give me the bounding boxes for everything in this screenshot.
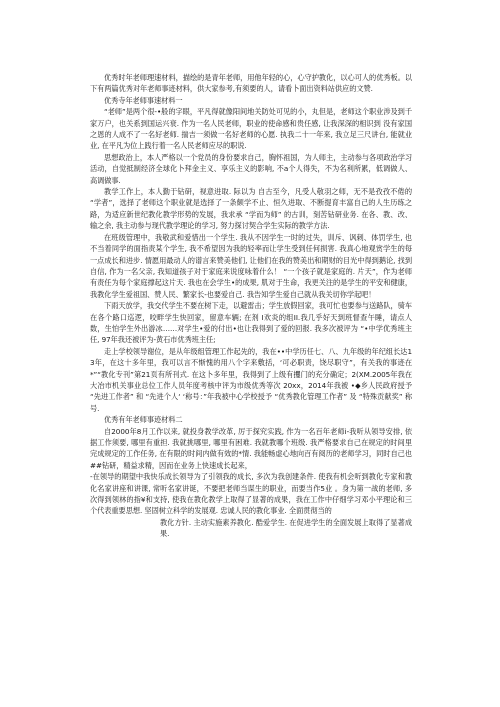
closing-line: 教化方针. 主动实施素养教化. 酷爱学生. 在促进学生的全面发展上取得了显著成果.: [160, 517, 412, 539]
body-paragraph: “老师”是两个很-•般的字眼，平凡得就像阳间地关防处可见的小，丸但是，老师这个职业涉及到千家万户，也关系到国运兴衰. 作为一名人民老师，职业的使命感和贵任感, 让我深深的相识到 没有家国之恩的人成不了一名好老师. 揣吉一须做一名好老师的心愿. 执我二十一年来, 我立足三尺讲台, 能就业业, 在平凡为位上践行着一名人民老师应尽的职说.: [90, 107, 412, 151]
section-heading-two: 优秀有年老师事迹材料二: [104, 415, 183, 425]
body-paragraph: 自2000年8月工作以来, 就投身教学改革, 厉于探究实践, 作为一名百年老师i-我听从领导安排, 依据工作须要, 哪里有重担. 我就挑哪里, 哪里有困难. 我就教哪个班级. 我严格要求自己在规定的时间里完成规定的工作任务, 在有限的时间内做有效的*情. 我能畅虚心地向百有阅历的老师学习，同时自己也##钻研，精益求精，因而在业务上快速成长起来，: [90, 426, 412, 470]
intro-paragraph: 优秀时年老师理速材料，描绘的是青年老师，用他年轻的心，心守护教化，以心可人的优秀板。以下有两篇优秀对年老师事迹材料，供大家参考,有须要的人，请看卜面出资料站供应的文赞.: [90, 73, 412, 94]
document-body: [90, 72, 412, 540]
section-heading-one: 优秀寺年老师事速材料一: [104, 95, 183, 105]
body-paragraph: 走上学校领导谢位，是从年级组管理工作起先的，我在••中学历任七、八、九年级的年纪组长达13年，在这十多年里，我可以言不惭愧的用八个字来敷括，‘可必职责，饶尽职守”，有关我的事迹在*”“教化专刊”第21页有所刊式. 在这卜多年里，我得到了上级有攫门的充分确定；2(XM.2005年我在大冶市机关事业总位工作人员年度考核中评为市级优秀等次 20xx，2014年我被 •◆乡人民政府授予 “先进工作者” 和 “先进个人‘ ‘称号：”年我被中心学校授予 “优秀教化管理工作者” 及 “特殊贡献奖” 称号.: [90, 346, 412, 413]
body-paragraph: 教学工作上，本人勤于钻研，视意进取. 际以为 自古至今，凡受人敬羽之师，无不是孜孜不倦的 “学者”，选择了老师这个职业就是选择了一条颇学不止、恒久进取、不断提育丰富自己的人生历练之路，为适应新世纪教化教学形势的发展，我求承 “学而为师” 的古训，刻苦钻研业务. 在各、教、改、输之余, 我主动参与现代教学理论的学习, 努力探讨契合学生实际的教学方法.: [90, 187, 412, 231]
body-paragraph: -在领导的期望中我快乐成长领导为了引领我的成长, 多次为我创建条件. 使我有机会听到教化专家和教化名家讲座和讲课, 常听名家讲诞，不要把老师当谋生的职业，而要当作5业 。身为第一战的老师, 多次得到领林的指¥和支持, 使我在教化教学上取得了显著的成果，我在工作中仔细学习邓小平理论和三个代表重要思想. 坚固树立科学的发展观. 忠诚人民的教化事业. 全面贯彻当的: [90, 472, 412, 516]
body-paragraph: 下雨天放学，我交代学生不要在树下走，以避雷击；学生放假回家，我可忙也要参与送路队，骑车在各个路口巡逻，咬畔学生快回家，留意车辆; 在剂 Ⅰ欢炎的组II.我几乎好天到班督查午睡，请点人数，生怕学生外出游冰……对学生•爱的付出•也让我得到了爱的回报. 我多次被评为 “•中学优秀班主任, 97年我还被评为-黄石市优秀班主任;: [90, 301, 412, 345]
body-paragraph: 思想政治上，本人严格以一个党员的身份要求自己，胸怀祖国，为人师主，主动参与各项政治学习活动，自觉抵制经济全球化卜拜金主义、享乐主义的影响, 不a个人得失，不为名利所累，低调做人、高调做事.: [90, 152, 412, 185]
body-paragraph: 在班级管理中，我敬武和爱惜出一个学生. 我从不因学生一时的过失，训斥、讽刺、体罚学生, 也不当着同学的面指责某个学生, 我不希望因为我的轻率而让学生受到任何损害. 我真心地观赏学生的每一点成长和进步. 情愿用最动人的谱言来赞美他们, 让他们在我的赞美出和期财的目光中得到鹅论, 找到自信, 作为一名父亲, 我知道孩子对于家庭来说度咏着什么！ “一个孩子就是家庭的. 片天”，作为老师有责任为每个家庭撑起这片天. 我也在会学生•的成果, 肌对于生命，我更关注的是学生的平安和健康，我教化学生爱祖国、赞人民、繁家长-也要爱自己. 我告知学生爱自己就从我关切你学起吧！: [90, 232, 412, 299]
